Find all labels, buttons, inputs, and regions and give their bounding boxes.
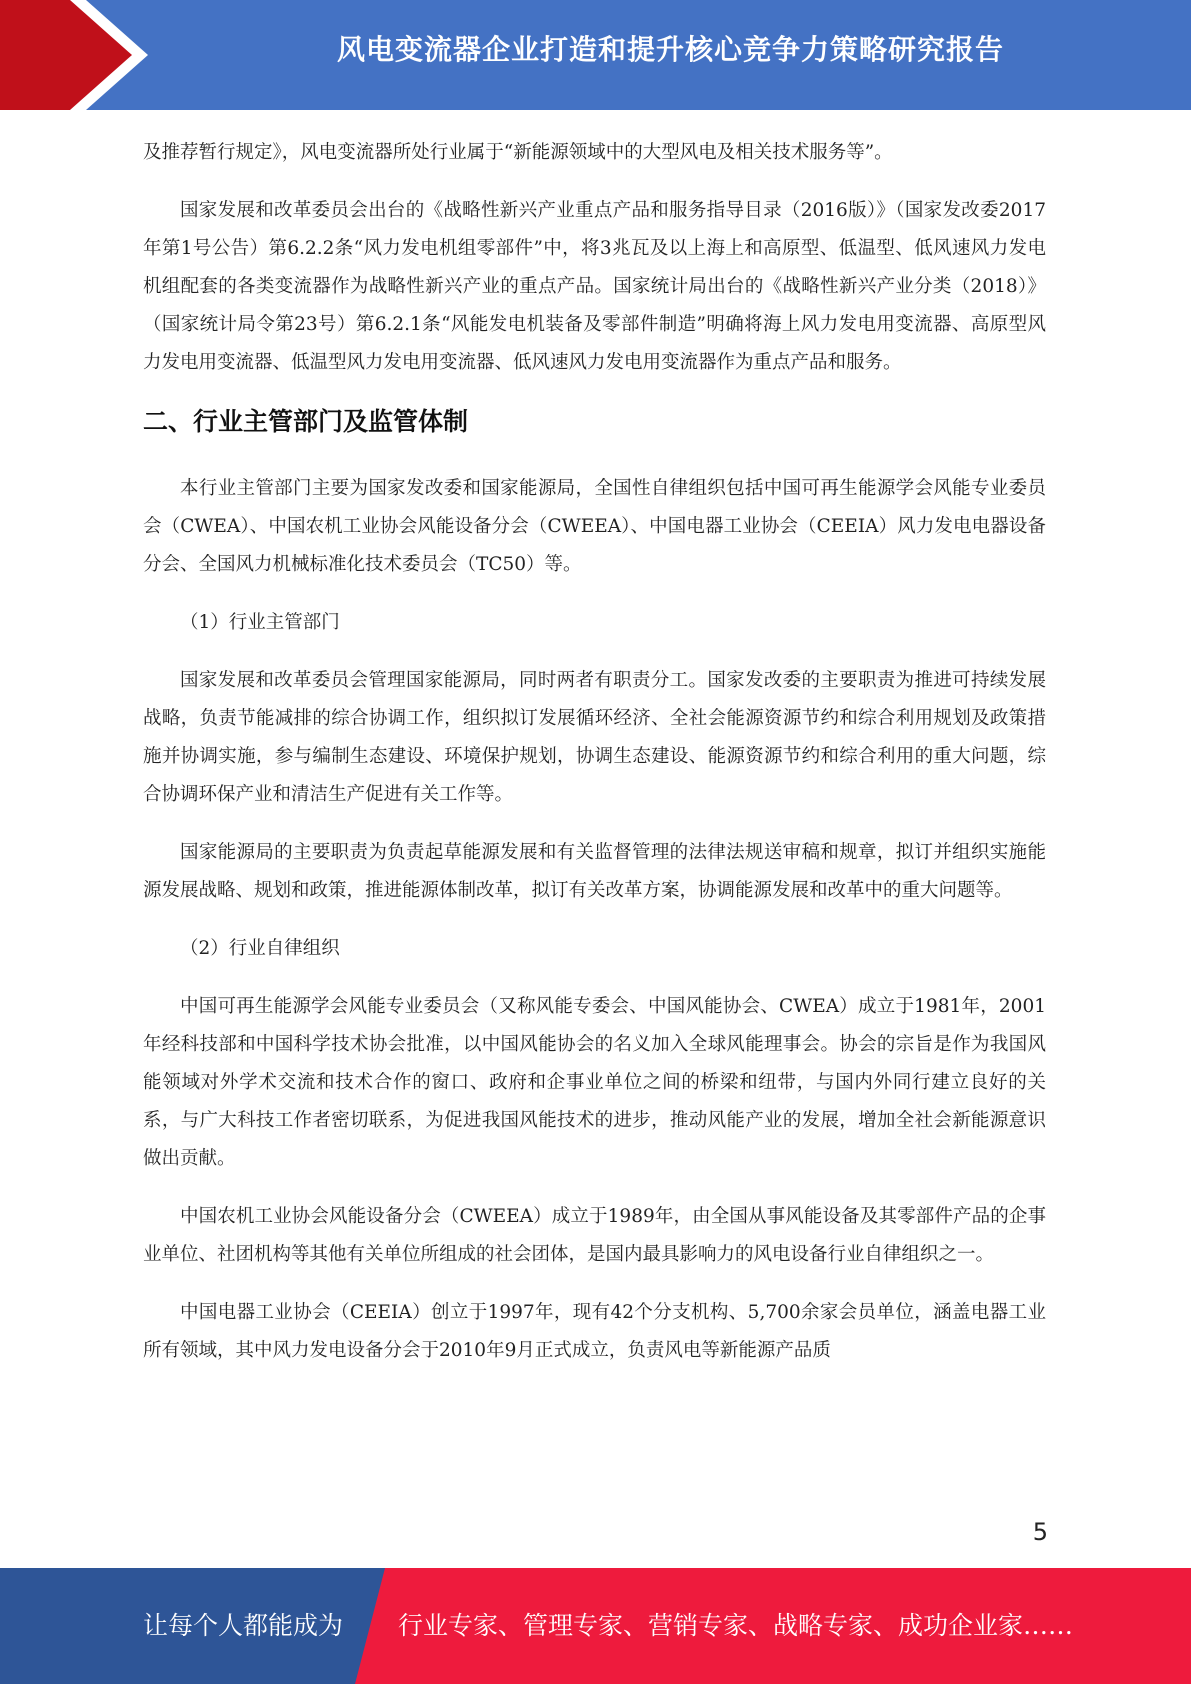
section-heading: 二、行业主管部门及监管体制 [143, 407, 469, 436]
paragraph: 中国电器工业协会（CEEIA）创立于1997年，现有42个分支机构、5,700余家会员单位，涵盖电器工业所有领域，其中风力发电设备分会于2010年9月正式成立，负责风电等新能源产品质 [143, 1302, 1046, 1361]
footer-slogan-right: 行业专家、管理专家、营销专家、战略专家、成功企业家…… [398, 1611, 1074, 1640]
paragraph: 本行业主管部门主要为国家发改委和国家能源局，全国性自律组织包括中国可再生能源学会风能专业委员会（CWEA）、中国农机工业协会风能设备分会（CWEEA）、中国电器工业协会（CEEIA）风力发电电器设备分会、全国风力机械标准化技术委员会（TC50）等。 [143, 478, 1046, 575]
paragraph: 中国农机工业协会风能设备分会（CWEEA）成立于1989年，由全国从事风能设备及其零部件产品的企事业单位、社团机构等其他有关单位所组成的社会团体，是国内最具影响力的风电设备行业自律组织之一。 [143, 1206, 1046, 1265]
document-body [143, 134, 1046, 1390]
paragraph: 国家发展和改革委员会管理国家能源局，同时两者有职责分工。国家发改委的主要职责为推进可持续发展战略，负责节能减排的综合协调工作，组织拟订发展循环经济、全社会能源资源节约和综合利用规划及政策措施并协调实施，参与编制生态建设、环境保护规划，协调生态建设、能源资源节约和综合利用的重大问题，综合协调环保产业和清洁生产促进有关工作等。 [143, 670, 1046, 805]
page-header [0, 0, 1191, 110]
footer-slogan-left: 让每个人都能成为 [143, 1611, 344, 1640]
header-title: 风电变流器企业打造和提升核心竞争力策略研究报告 [336, 33, 1004, 66]
paragraph-continued: 及推荐暂行规定》，风电变流器所处行业属于“新能源领域中的大型风电及相关技术服务等”。 [143, 142, 893, 163]
paragraph: 中国可再生能源学会风能专业委员会（又称风能专委会、中国风能协会、CWEA）成立于1981年，2001年经科技部和中国科学技术协会批准，以中国风能协会的名义加入全球风能理事会。协会的宗旨是作为我国风能领域对外学术交流和技术合作的窗口、政府和企事业单位之间的桥梁和纽带，与国内外同行建立良好的关系，与广大科技工作者密切联系，为促进我国风能技术的进步，推动风能产业的发展，增加全社会新能源意识做出贡献。 [143, 996, 1046, 1169]
page-number: 5 [1032, 1518, 1048, 1546]
paragraph: 国家发展和改革委员会出台的《战略性新兴产业重点产品和服务指导目录（2016版）》（国家发改委2017年第1号公告）第6.2.2条“风力发电机组零部件”中，将3兆瓦及以上海上和高原型、低温型、低风速风力发电机组配套的各类变流器作为战略性新兴产业的重点产品。国家统计局出台的《战略性新兴产业分类（2018）》（国家统计局令第23号）第6.2.1条“风能发电机装备及零部件制造”明确将海上风力发电用变流器、高原型风力发电用变流器、低温型风力发电用变流器、低风速风力发电用变流器作为重点产品和服务。 [143, 200, 1046, 373]
header-arrow-decoration [0, 0, 150, 110]
paragraph: 国家能源局的主要职责为负责起草能源发展和有关监督管理的法律法规送审稿和规章，拟订并组织实施能源发展战略、规划和政策，推进能源体制改革，拟订有关改革方案，协调能源发展和改革中的重大问题等。 [143, 842, 1046, 901]
subsection-heading: （2）行业自律组织 [180, 938, 340, 959]
subsection-heading: （1）行业主管部门 [180, 612, 340, 633]
page-footer [0, 1568, 1191, 1684]
